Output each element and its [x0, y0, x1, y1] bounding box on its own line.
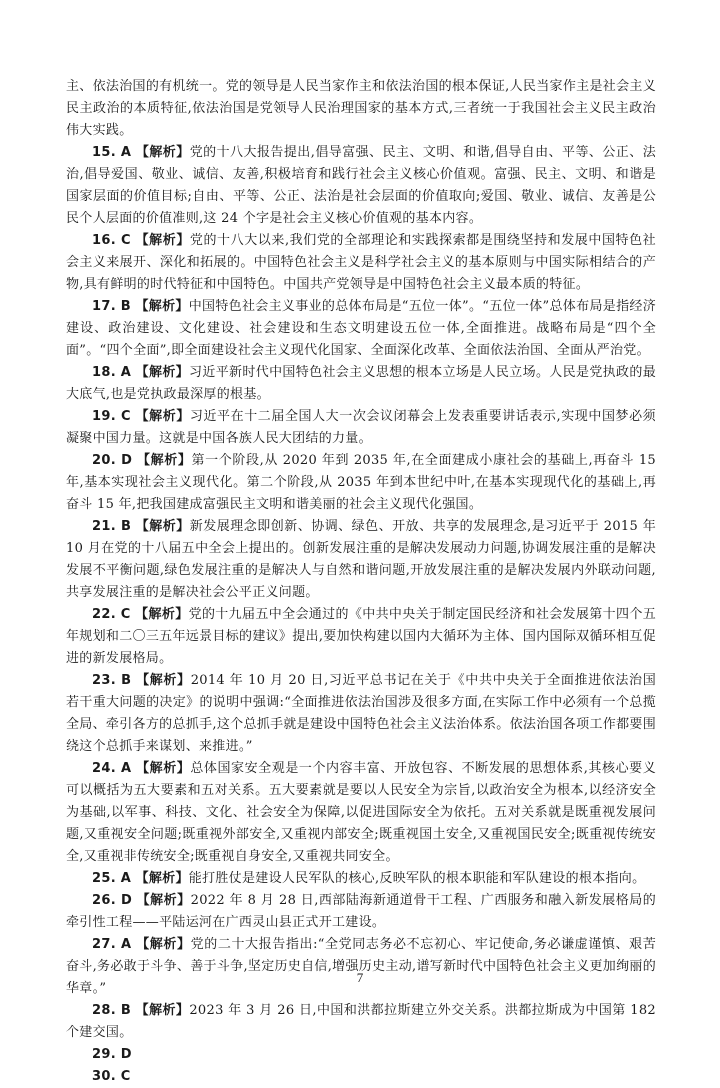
answer-number: 24. A [92, 761, 132, 776]
answer-number: 29. D [92, 1047, 132, 1062]
analysis-tag: 【解析】 [135, 409, 190, 424]
answer-item [66, 1044, 656, 1066]
analysis-text: 总体国家安全观是一个内容丰富、开放包容、不断发展的思想体系,其核心要义可以概括为五大要素和五对关系。五大要素就是要以人民安全为宗旨,以政治安全为根本,以经济安全为基础,以军事、科技、文化、社会安全为保障,以促进国际安全为依托。五对关系就是既重视发展问题,又重视安全问题;既重视外部安全,又重视内部安全;既重视国土安全,又重视国民安全;既重视传统安全,又重视非传统安全;既重视自身安全,又重视共同安全。 [66, 761, 656, 864]
analysis-text: 习近平在十二届全国人大一次会议闭幕会上发表重要讲话表示,实现中国梦必须凝聚中国力量。这就是中国各族人民大团结的力量。 [66, 409, 656, 446]
analysis-tag: 【解析】 [136, 761, 191, 776]
analysis-tag: 【解析】 [135, 365, 190, 380]
analysis-text: 党的十八大报告提出,倡导富强、民主、文明、和谐,倡导自由、平等、公正、法治,倡导爱国、敬业、诚信、友善,积极培育和践行社会主义核心价值观。富强、民主、文明、和谐是国家层面的价值目标;自由、平等、公正、法治是社会层面的价值取向;爱国、敬业、诚信、友善是公民个人层面的价值准则,这 24 个字是社会主义核心价值观的基本内容。 [66, 145, 657, 226]
analysis-text: 2022 年 8 月 28 日,西部陆海新通道骨干工程、广西服务和融入新发展格局的牵引性工程——平陆运河在广西灵山县正式开工建设。 [66, 893, 656, 930]
answer-list [66, 142, 656, 1088]
analysis-tag: 【解析】 [135, 607, 189, 622]
answer-item [66, 604, 656, 670]
analysis-tag: 【解析】 [135, 145, 190, 160]
analysis-tag: 【解析】 [135, 519, 190, 534]
answer-item [66, 142, 656, 230]
analysis-text: 党的二十大报告指出:“全党同志务必不忘初心、牢记使命,务必谦虚谨慎、艰苦奋斗,务必敢于斗争、善于斗争,坚定历史自信,增强历史主动,谱写新时代中国特色社会主义更加绚丽的华章。” [66, 937, 657, 996]
answer-item [66, 670, 656, 758]
answer-number: 23. B [92, 673, 132, 688]
answer-item [66, 934, 656, 1000]
answer-item [66, 758, 656, 868]
answer-number: 15. A [92, 145, 132, 160]
answer-item [66, 890, 656, 934]
answer-item [66, 406, 656, 450]
answer-number: 17. B [92, 299, 131, 314]
answer-item [66, 1000, 656, 1044]
answer-item [66, 362, 656, 406]
answer-item [66, 516, 656, 604]
answer-number: 27. A [92, 937, 132, 952]
answer-number: 26. D [92, 893, 133, 908]
answer-number: 25. A [92, 871, 132, 886]
analysis-tag: 【解析】 [135, 233, 190, 248]
answer-number: 18. A [92, 365, 132, 380]
analysis-text: 第一个阶段,从 2020 年到 2035 年,在全面建成小康社会的基础上,再奋斗 15 年,基本实现社会主义现代化。第二个阶段,从 2035 年到本世纪中叶,在基本实现现代化的基础上,再奋斗 15 年,把我国建成富强民主文明和谐美丽的社会主义现代化强国。 [66, 453, 657, 512]
analysis-text: 能打胜仗是建设人民军队的核心,反映军队的根本职能和军队建设的根本指向。 [188, 871, 646, 886]
analysis-tag: 【解析】 [136, 937, 191, 952]
page-number: 7 [356, 970, 364, 985]
analysis-text: 党的十九届五中全会通过的《中共中央关于制定国民经济和社会发展第十四个五年规划和二〇三五年远景目标的建议》提出,要加快构建以国内大循环为主体、国内国际双循环相互促进的新发展格局。 [66, 607, 656, 666]
analysis-text: 中国特色社会主义事业的总体布局是“五位一体”。“五位一体”总体布局是指经济建设、政治建设、文化建设、社会建设和生态文明建设五位一体,全面推进。战略布局是“四个全面”。“四个全面”,即全面建设社会主义现代化国家、全面深化改革、全面依法治国、全面从严治党。 [66, 299, 657, 358]
analysis-tag: 【解析】 [135, 871, 189, 886]
analysis-tag: 【解析】 [135, 299, 189, 314]
analysis-text: 新发展理念即创新、协调、绿色、开放、共享的发展理念,是习近平于 2015 年 10 月在党的十八届五中全会上提出的。创新发展注重的是解决发展动力问题,协调发展注重的是解决发展不平衡问题,绿色发展注重的是解决人与自然和谐问题,开放发展注重的是解决发展内外联动问题,共享发展注重的是解决社会公平正义问题。 [66, 519, 656, 600]
answer-item [66, 1066, 656, 1088]
analysis-text: 2014 年 10 月 20 日,习近平总书记在关于《中共中央关于全面推进依法治国若干重大问题的决定》的说明中强调:“全面推进依法治国涉及很多方面,在实际工作中必须有一个总揽全局、牵引各方的总抓手,这个总抓手就是建设中国特色社会主义法治体系。依法治国各项工作都要围绕这个总抓手来谋划、来推进。” [66, 673, 657, 754]
continuation-paragraph: 主、依法治国的有机统一。党的领导是人民当家作主和依法治国的根本保证,人民当家作主是社会主义民主政治的本质特征,依法治国是党领导人民治理国家的基本方式,三者统一于我国社会主义民主政治伟大实践。 [66, 79, 656, 138]
answer-item [66, 868, 656, 890]
answer-number: 21. B [92, 519, 132, 534]
answer-number: 22. C [92, 607, 131, 622]
analysis-tag: 【解析】 [136, 893, 191, 908]
analysis-tag: 【解析】 [135, 1003, 190, 1018]
answer-number: 28. B [92, 1003, 132, 1018]
analysis-tag: 【解析】 [136, 673, 191, 688]
analysis-text: 党的十八大以来,我们党的全部理论和实践探索都是围绕坚持和发展中国特色社会主义来展开、深化和拓展的。中国特色社会主义是科学社会主义的基本原则与中国实际相结合的产物,具有鲜明的时代特征和中国特色。中国共产党领导是中国特色社会主义最本质的特征。 [66, 233, 656, 292]
answer-item [66, 450, 656, 516]
answer-item [66, 296, 656, 362]
answer-number: 16. C [92, 233, 131, 248]
analysis-text: 习近平新时代中国特色社会主义思想的根本立场是人民立场。人民是党执政的最大底气,也是党执政最深厚的根基。 [66, 365, 656, 402]
answer-item [66, 230, 656, 296]
answer-number: 20. D [92, 453, 133, 468]
answer-key-body [66, 76, 656, 1088]
analysis-text: 2023 年 3 月 26 日,中国和洪都拉斯建立外交关系。洪都拉斯成为中国第 182 个建交国。 [66, 1003, 656, 1040]
answer-number: 19. C [92, 409, 131, 424]
answer-number: 30. C [92, 1069, 131, 1084]
analysis-tag: 【解析】 [136, 453, 192, 468]
